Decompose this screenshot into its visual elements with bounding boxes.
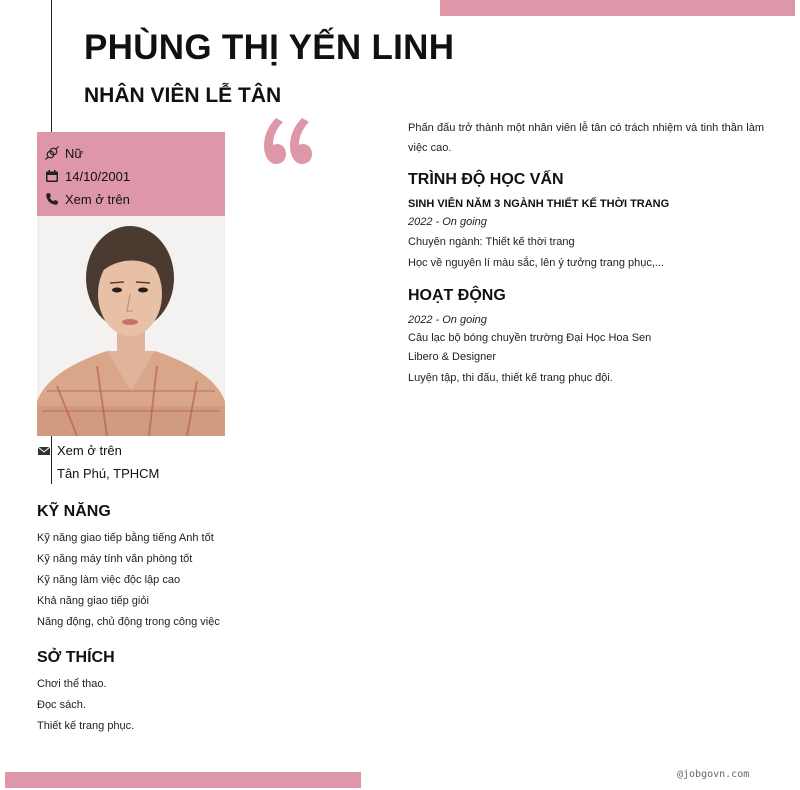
email-row bbox=[37, 443, 122, 458]
phone-text: Xem ở trên bbox=[65, 191, 130, 207]
header-divider-line bbox=[51, 0, 52, 132]
hobby-item: Thiết kế trang phục. bbox=[37, 720, 135, 732]
hobby-item: Chơi thể thao. bbox=[37, 678, 107, 690]
phone-icon bbox=[45, 192, 59, 206]
activities-heading: HOẠT ĐỘNG bbox=[408, 287, 506, 304]
gender-text: Nữ bbox=[65, 145, 84, 161]
education-description: Học về nguyên lí màu sắc, lên ý tưởng trang phục,... bbox=[408, 257, 665, 269]
skill-item: Kỹ năng máy tính văn phòng tốt bbox=[37, 553, 193, 565]
skill-item: Kỹ năng giao tiếp bằng tiếng Anh tốt bbox=[37, 532, 214, 544]
address-row bbox=[57, 466, 159, 481]
skill-item: Khả năng giao tiếp giỏi bbox=[37, 595, 149, 607]
hobbies-heading: SỞ THÍCH bbox=[37, 649, 115, 666]
personal-info-box bbox=[37, 132, 225, 216]
mail-icon bbox=[37, 444, 51, 458]
skill-item: Kỹ năng làm việc độc lập cao bbox=[37, 574, 181, 586]
candidate-name: PHÙNG THỊ YẾN LINH bbox=[84, 28, 455, 67]
education-major: Chuyên ngành: Thiết kế thời trang bbox=[408, 236, 575, 248]
quote-icon bbox=[262, 110, 318, 174]
bottom-accent-bar bbox=[5, 772, 361, 788]
gender-icon bbox=[45, 146, 59, 160]
activity-period: 2022 - On going bbox=[408, 314, 487, 326]
skills-heading: KỸ NĂNG bbox=[37, 503, 111, 520]
education-heading: TRÌNH ĐỘ HỌC VẤN bbox=[408, 171, 564, 188]
birthdate-row bbox=[45, 167, 130, 185]
skill-item: Năng động, chủ động trong công việc bbox=[37, 616, 220, 628]
activity-organization: Câu lạc bộ bóng chuyền trường Đại Học Hoa Sen bbox=[408, 332, 652, 344]
calendar-icon bbox=[45, 169, 59, 183]
education-title: SINH VIÊN NĂM 3 NGÀNH THIẾT KẾ THỜI TRANG bbox=[408, 198, 670, 210]
activity-description: Luyện tập, thi đấu, thiết kế trang phục đội. bbox=[408, 372, 613, 384]
activity-role: Libero & Designer bbox=[408, 351, 497, 363]
education-period: 2022 - On going bbox=[408, 216, 487, 228]
birthdate-text: 14/10/2001 bbox=[65, 168, 131, 184]
job-title: NHÂN VIÊN LỄ TÂN bbox=[84, 84, 282, 107]
hobby-item: Đọc sách. bbox=[37, 699, 86, 711]
phone-row bbox=[45, 190, 130, 208]
top-accent-bar bbox=[440, 0, 795, 16]
gender-row bbox=[45, 144, 83, 162]
email-text: Xem ở trên bbox=[57, 443, 122, 458]
profile-photo bbox=[37, 216, 225, 436]
watermark: @jobgovn.com bbox=[677, 769, 750, 780]
career-objective: Phấn đấu trở thành một nhân viên lễ tân có trách nhiệm và tinh thần làm việc cao. bbox=[408, 122, 764, 154]
address-text: Tân Phú, TPHCM bbox=[57, 466, 160, 481]
